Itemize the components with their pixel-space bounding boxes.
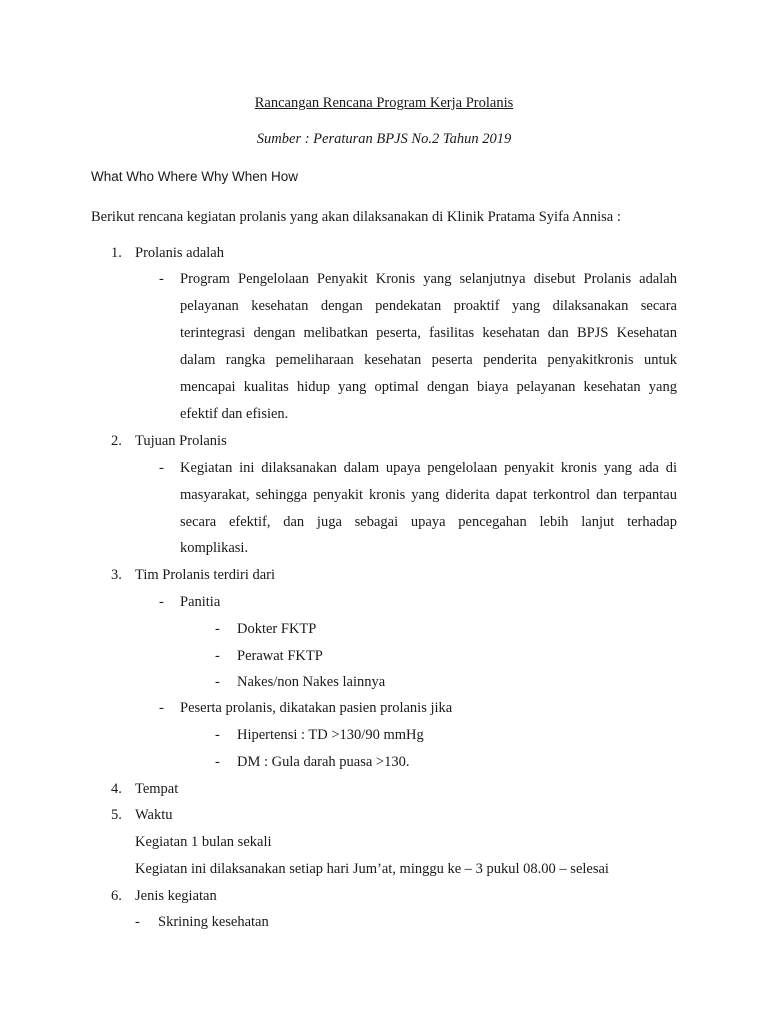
list-item-4-label: Tempat bbox=[135, 781, 179, 797]
definition-line-1: Program Pengelolaan Penyakit Kronis yang selanjutnya disebut Prolanis adalah bbox=[180, 271, 677, 287]
purpose-line-1: Kegiatan ini dilaksanakan dalam upaya pengelolaan penyakit kronis yang ada di bbox=[180, 460, 677, 476]
purpose-line-3: secara efektif, dan juga sebagai upaya pencegahan lebih lanjut terhadap bbox=[180, 514, 677, 530]
purpose-line-4: komplikasi. bbox=[180, 540, 249, 556]
definition-line-5: mencapai kualitas hidup yang optimal dengan biaya pelayanan kesehatan yang bbox=[180, 379, 677, 395]
list-number-1: 1. bbox=[111, 245, 122, 261]
list-item-3-label: Tim Prolanis terdiri dari bbox=[135, 567, 276, 583]
schedule-line-2: Kegiatan ini dilaksanakan setiap hari Jum’at, minggu ke – 3 pukul 08.00 – selesai bbox=[135, 861, 609, 877]
list-item-5-label: Waktu bbox=[135, 807, 173, 823]
panitia-member: Perawat FKTP bbox=[237, 648, 323, 664]
list-number-5: 5. bbox=[111, 807, 122, 823]
list-item-6-label: Jenis kegiatan bbox=[135, 888, 217, 904]
bullet-dash: - bbox=[215, 727, 220, 743]
definition-line-2: pelayanan kesehatan dengan pendekatan proaktif yang dilaksanakan secara bbox=[180, 298, 677, 314]
w5h1-line: What Who Where Why When How bbox=[91, 169, 299, 184]
list-number-4: 4. bbox=[111, 781, 122, 797]
list-item-1-label: Prolanis adalah bbox=[135, 245, 224, 261]
purpose-line-2: masyarakat, sehingga penyakit kronis yang diderita dapat terkontrol dan terpantau bbox=[180, 487, 677, 503]
bullet-dash: - bbox=[215, 754, 220, 770]
schedule-line-1: Kegiatan 1 bulan sekali bbox=[135, 834, 272, 850]
activity-item: Skrining kesehatan bbox=[158, 914, 269, 930]
peserta-criterion: DM : Gula darah puasa >130. bbox=[237, 754, 410, 770]
panitia-member: Dokter FKTP bbox=[237, 621, 317, 637]
list-number-6: 6. bbox=[111, 888, 122, 904]
bullet-dash: - bbox=[159, 594, 164, 610]
panitia-label: Panitia bbox=[180, 594, 221, 610]
bullet-dash: - bbox=[215, 674, 220, 690]
bullet-dash: - bbox=[215, 621, 220, 637]
bullet-dash: - bbox=[159, 271, 164, 287]
definition-line-6: efektif dan efisien. bbox=[180, 406, 289, 422]
bullet-dash: - bbox=[159, 460, 164, 476]
definition-line-4: dalam rangka pemeliharaan kesehatan peserta penderita penyakitkronis untuk bbox=[180, 352, 677, 368]
bullet-dash: - bbox=[135, 914, 140, 930]
bullet-dash: - bbox=[215, 648, 220, 664]
list-item-2-label: Tujuan Prolanis bbox=[135, 433, 227, 449]
definition-line-3: terintegrasi dengan melibatkan peserta, fasilitas kesehatan dan BPJS Kesehatan bbox=[180, 325, 677, 341]
list-number-3: 3. bbox=[111, 567, 122, 583]
peserta-label: Peserta prolanis, dikatakan pasien prolanis jika bbox=[180, 700, 453, 716]
panitia-member: Nakes/non Nakes lainnya bbox=[237, 674, 386, 690]
intro-paragraph: Berikut rencana kegiatan prolanis yang akan dilaksanakan di Klinik Pratama Syifa Annisa : bbox=[91, 209, 621, 225]
list-number-2: 2. bbox=[111, 433, 122, 449]
peserta-criterion: Hipertensi : TD >130/90 mmHg bbox=[237, 727, 424, 743]
document-source: Sumber : Peraturan BPJS No.2 Tahun 2019 bbox=[256, 131, 512, 147]
document-title: Rancangan Rencana Program Kerja Prolanis bbox=[254, 95, 514, 111]
bullet-dash: - bbox=[159, 700, 164, 716]
